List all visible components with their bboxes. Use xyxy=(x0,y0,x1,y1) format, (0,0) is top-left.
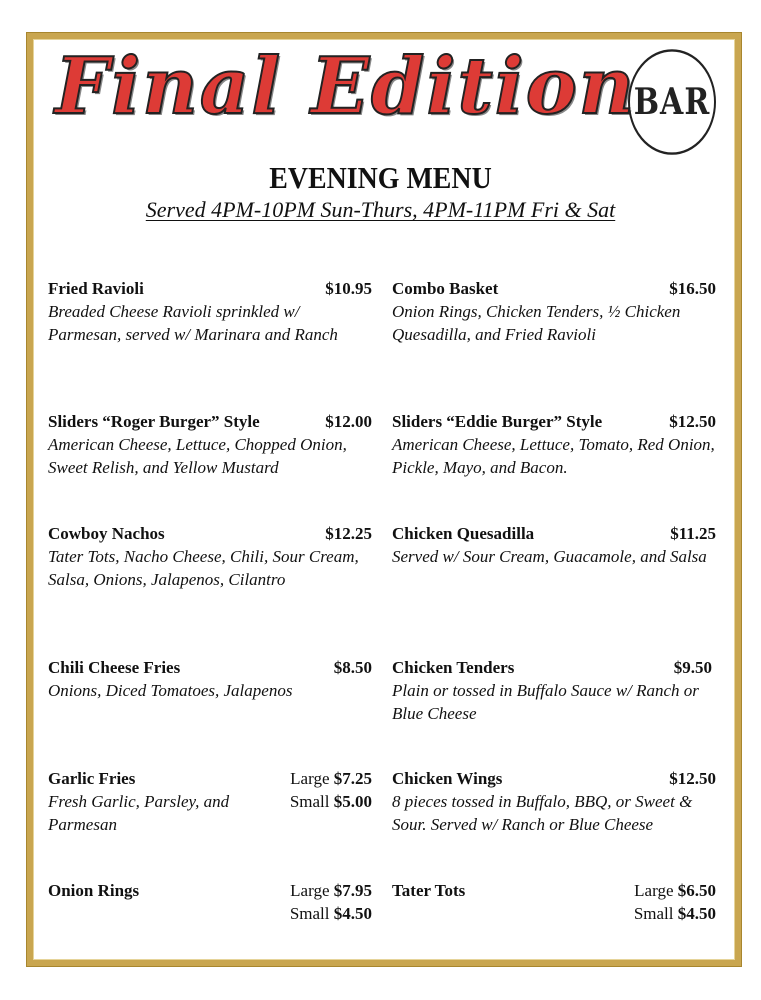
page-title: EVENING MENU xyxy=(269,160,492,195)
item-name: Combo Basket xyxy=(392,279,499,298)
item-desc: Fresh Garlic, Parsley, and Parmesan xyxy=(48,792,230,834)
item-desc: Plain or tossed in Buffalo Sauce w/ Ranch or Blue Cheese xyxy=(392,681,699,723)
large-price: $7.95 xyxy=(333,881,372,900)
large-label: Large xyxy=(290,769,330,788)
small-label: Small xyxy=(633,904,674,923)
small-label: Small xyxy=(289,792,330,811)
menu-item xyxy=(48,522,372,591)
item-price: $8.50 xyxy=(333,658,372,677)
large-price: $6.50 xyxy=(677,881,716,900)
item-desc: Breaded Cheese Ravioli sprinkled w/ Parmesan, served w/ Marinara and Ranch xyxy=(48,302,338,344)
item-name: Onion Rings xyxy=(48,881,140,900)
item-desc: Onion Rings, Chicken Tenders, ½ Chicken Quesadilla, and Fried Ravioli xyxy=(392,302,681,344)
item-price: $12.50 xyxy=(669,769,716,788)
item-name: Sliders “Eddie Burger” Style xyxy=(392,412,603,431)
item-name: Chicken Wings xyxy=(392,769,503,788)
menu-item xyxy=(392,277,716,346)
hours-text: Served 4PM-10PM Sun-Thurs, 4PM-11PM Fri & Sat xyxy=(145,197,616,222)
item-desc: American Cheese, Lettuce, Chopped Onion, Sweet Relish, and Yellow Mustard xyxy=(48,435,347,477)
item-prices xyxy=(290,767,372,813)
menu-item xyxy=(392,767,716,836)
item-price: $12.50 xyxy=(669,412,716,431)
item-name: Sliders “Roger Burger” Style xyxy=(48,412,260,431)
hours-subtitle xyxy=(0,197,761,223)
item-name: Cowboy Nachos xyxy=(48,524,165,543)
item-name: Tater Tots xyxy=(392,881,466,900)
item-name: Fried Ravioli xyxy=(48,279,144,298)
menu-item xyxy=(392,656,712,725)
bar-badge: BAR xyxy=(628,49,716,155)
menu-item xyxy=(48,277,372,346)
item-name: Chili Cheese Fries xyxy=(48,658,181,677)
logo-final-edition: Final Edition xyxy=(55,41,637,132)
small-label: Small xyxy=(289,904,330,923)
item-price: $12.00 xyxy=(325,412,372,431)
large-label: Large xyxy=(634,881,674,900)
item-name: Chicken Tenders xyxy=(392,658,515,677)
item-name: Chicken Quesadilla xyxy=(392,524,535,543)
item-name: Garlic Fries xyxy=(48,769,136,788)
item-desc: Served w/ Sour Cream, Guacamole, and Salsa xyxy=(392,547,707,566)
item-price: $11.25 xyxy=(670,524,716,543)
item-price: $10.95 xyxy=(325,279,372,298)
menu-item xyxy=(392,410,716,479)
item-prices xyxy=(290,879,372,925)
large-price: $7.25 xyxy=(333,769,372,788)
menu-item-sized xyxy=(392,879,716,929)
item-desc: Onions, Diced Tomatoes, Jalapenos xyxy=(48,681,293,700)
small-price: $4.50 xyxy=(333,904,372,923)
small-price: $4.50 xyxy=(677,904,716,923)
item-desc: American Cheese, Lettuce, Tomato, Red Onion, Pickle, Mayo, and Bacon. xyxy=(392,435,715,477)
item-prices xyxy=(634,879,716,925)
item-price: $12.25 xyxy=(325,524,372,543)
menu-item-sized xyxy=(48,767,372,837)
small-price: $5.00 xyxy=(333,792,372,811)
item-price: $16.50 xyxy=(669,279,716,298)
menu-item xyxy=(392,522,716,568)
large-label: Large xyxy=(290,881,330,900)
menu-item xyxy=(48,410,372,479)
item-desc: 8 pieces tossed in Buffalo, BBQ, or Sweet & Sour. Served w/ Ranch or Blue Cheese xyxy=(392,792,693,834)
menu-item-sized xyxy=(48,879,372,929)
item-desc: Tater Tots, Nacho Cheese, Chili, Sour Cream, Salsa, Onions, Jalapenos, Cilantro xyxy=(48,547,359,589)
menu-item xyxy=(48,656,372,702)
item-price: $9.50 xyxy=(673,658,712,677)
